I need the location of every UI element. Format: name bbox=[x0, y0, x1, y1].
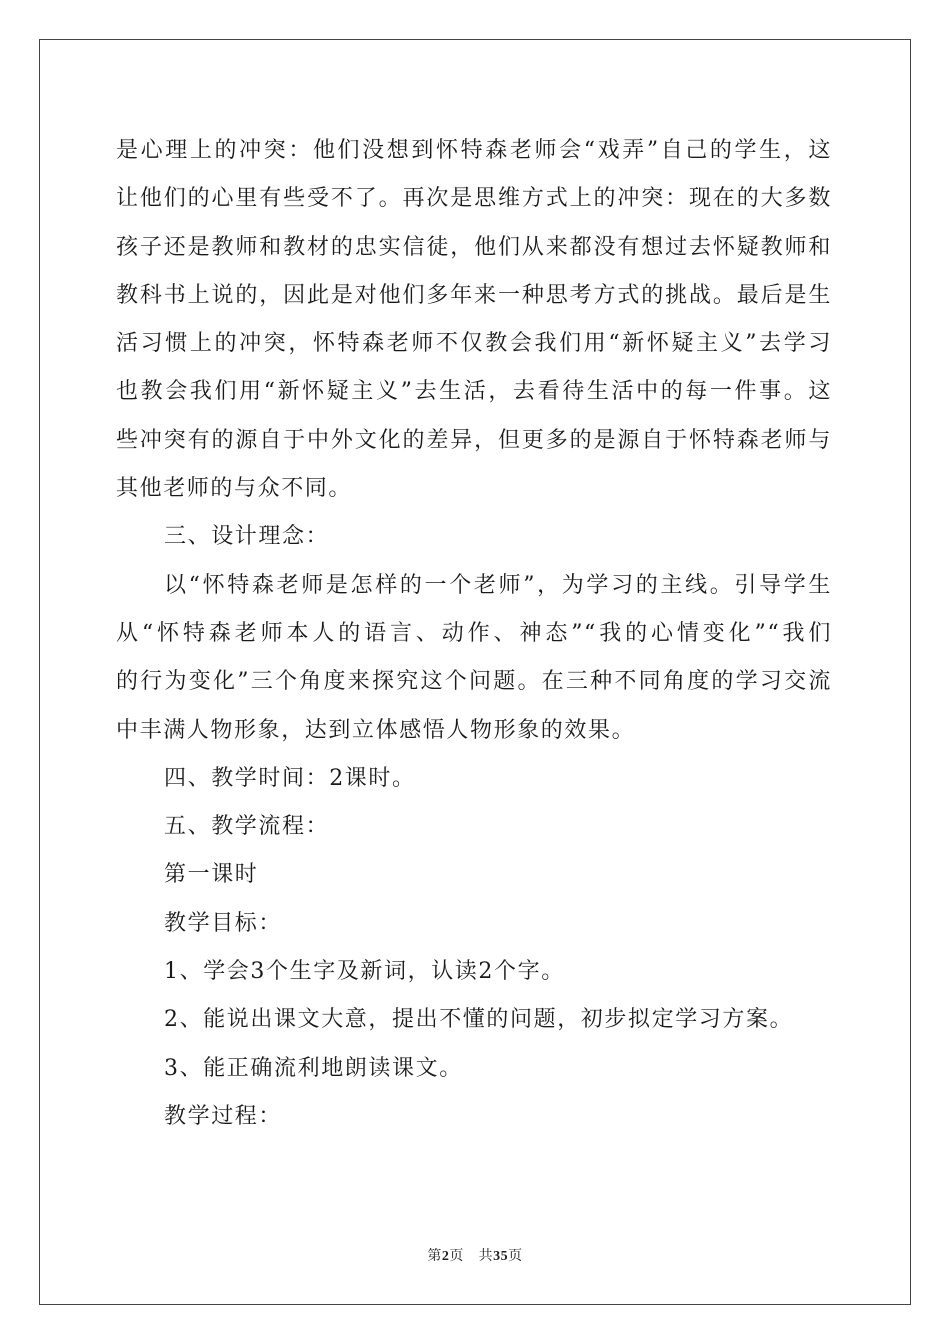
section-heading-4: 四、教学时间：2课时。 bbox=[164, 765, 416, 791]
section-heading-5: 五、教学流程： bbox=[164, 814, 330, 840]
goal-item: 1、学会3个生字及新词，认读2个字。 bbox=[164, 959, 565, 985]
footer-page-number: 2 bbox=[441, 1249, 450, 1264]
footer-middle: 页 共 bbox=[449, 1248, 494, 1264]
paragraph-line: 教科书上说的，因此是对他们多年来一种思考方式的挑战。最后是生 bbox=[116, 282, 832, 308]
goal-item: 3、能正确流利地朗读课文。 bbox=[164, 1055, 463, 1081]
paragraph-line: 的行为变化”三个角度来探究这个问题。在三种不同角度的学习交流 bbox=[116, 669, 832, 695]
paragraph-line: 活习惯上的冲突，怀特森老师不仅教会我们用“新怀疑主义”去学习 bbox=[116, 331, 832, 357]
document-body bbox=[116, 127, 832, 1141]
footer-total-pages: 35 bbox=[493, 1249, 509, 1264]
footer-suffix: 页 bbox=[508, 1248, 523, 1264]
paragraph-line: 让他们的心里有些受不了。再次是思维方式上的冲突：现在的大多数 bbox=[116, 186, 832, 212]
paragraph-line: 以“怀特森老师是怎样的一个老师”，为学习的主线。引导学生 bbox=[164, 572, 832, 598]
paragraph-line: 从“怀特森老师本人的语言、动作、神态”“我的心情变化”“我们 bbox=[116, 620, 832, 646]
page-footer bbox=[0, 1245, 950, 1265]
paragraph-line: 其他老师的与众不同。 bbox=[116, 476, 353, 502]
paragraph-line: 也教会我们用“新怀疑主义”去生活，去看待生活中的每一件事。这 bbox=[116, 379, 832, 405]
process-title: 教学过程： bbox=[164, 1103, 283, 1129]
goal-item: 2、能说出课文大意，提出不懂的问题，初步拟定学习方案。 bbox=[164, 1007, 794, 1033]
section-heading-3: 三、设计理念： bbox=[164, 524, 330, 550]
footer-prefix: 第 bbox=[427, 1248, 442, 1264]
paragraph-line: 孩子还是教师和教材的忠实信徒，他们从来都没有想过去怀疑教师和 bbox=[116, 234, 832, 260]
paragraph-line: 些冲突有的源自于中外文化的差异，但更多的是源自于怀特森老师与 bbox=[116, 427, 832, 453]
paragraph-line: 中丰满人物形象，达到立体感悟人物形象的效果。 bbox=[116, 717, 636, 743]
goals-title: 教学目标： bbox=[164, 910, 283, 936]
paragraph-line: 是心理上的冲突：他们没想到怀特森老师会“戏弄”自己的学生，这 bbox=[116, 138, 832, 163]
lesson-title: 第一课时 bbox=[164, 862, 259, 888]
